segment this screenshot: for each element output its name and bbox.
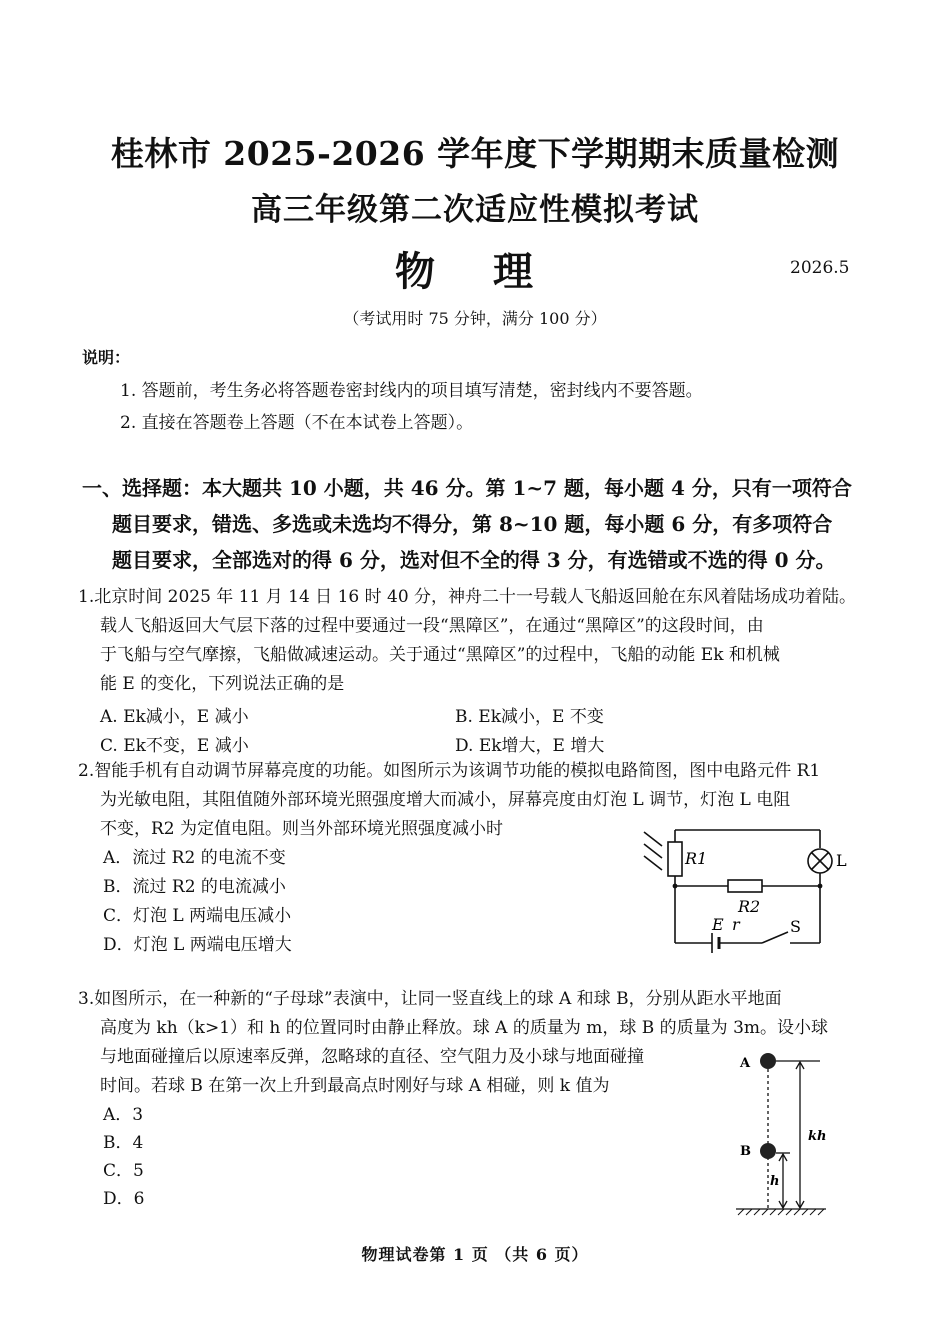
kh-label: kh	[808, 1129, 827, 1144]
section-line2: 题目要求，错选、多选或未选均不得分，第 8~10 题，每小题 6 分，有多项符合	[112, 512, 833, 536]
q3-option-b: B．4	[103, 1133, 144, 1153]
q1-option-c: C. Ek不变，E 减小	[100, 736, 249, 756]
q2-option-a: A．流过 R2 的电流不变	[103, 848, 286, 868]
note-item: 1. 答题前，考生务必将答题卷密封线内的项目填写清楚，密封线内不要答题。	[120, 381, 703, 401]
exam-duration: （考试用时 75 分钟，满分 100 分）	[343, 309, 607, 328]
q1-line4: 能 E 的变化，下列说法正确的是	[100, 674, 345, 694]
exam-date: 2026.5	[790, 258, 850, 278]
q3-line2: 高度为 kh（k>1）和 h 的位置同时由静止释放。球 A 的质量为 m，球 B 的质量为 3m。设小球	[100, 1018, 829, 1038]
q1-option-a: A. Ek减小，E 减小	[100, 707, 249, 727]
ball-b	[760, 1143, 776, 1159]
h-label: h	[770, 1174, 780, 1189]
q2-line2: 为光敏电阻，其阻值随外部环境光照强度增大而减小，屏幕亮度由灯泡 L 调节，灯泡 L 电阻	[100, 790, 791, 810]
subject-title: 物 理	[395, 248, 555, 295]
r2-resistor	[728, 880, 762, 892]
question-1	[78, 583, 886, 699]
q3-option-d: D．6	[103, 1189, 145, 1209]
ball-a-label: A	[740, 1056, 751, 1071]
q1-option-d: D. Ek增大，E 增大	[455, 736, 605, 756]
notes-heading: 说明：	[82, 348, 131, 367]
q1-line3: 于飞船与空气摩擦，飞船做减速运动。关于通过“黑障区”的过程中，飞船的动能 Ek 和机械	[100, 645, 780, 665]
q3-option-a: A．3	[103, 1105, 144, 1125]
internal-r-label: r	[732, 915, 740, 934]
ball-a	[760, 1053, 776, 1069]
q1-option-b: B. Ek减小，E 不变	[455, 707, 604, 727]
q1-line2: 载人飞船返回大气层下落的过程中要通过一段“黑障区”，在通过“黑障区”的这段时间，由	[100, 616, 764, 636]
exam-title-line1: 桂林市 2025-2026 学年度下学期期末质量检测	[110, 134, 840, 173]
circuit-diagram	[640, 818, 870, 958]
ball-b-label: B	[740, 1144, 751, 1159]
q1-line1: 1.北京时间 2025 年 11 月 14 日 16 时 40 分，神舟二十一号载人飞船返回舱在东风着陆场成功着陆。	[78, 587, 857, 607]
q2-option-c: C．灯泡 L 两端电压减小	[103, 906, 292, 926]
exam-title-line2: 高三年级第二次适应性模拟考试	[251, 192, 699, 228]
section-line3: 题目要求，全部选对的得 6 分，选对但不全的得 3 分，有选错或不选的得 0 分。	[112, 548, 836, 572]
note-item: 2. 直接在答题卷上答题（不在本试卷上答题）。	[120, 413, 474, 433]
falling-balls-diagram	[728, 1045, 838, 1225]
q3-line4: 时间。若球 B 在第一次上升到最高点时刚好与球 A 相碰，则 k 值为	[100, 1076, 610, 1096]
emf-label: E	[712, 915, 724, 934]
q3-line3: 与地面碰撞后以原速率反弹，忽略球的直径、空气阻力及小球与地面碰撞	[100, 1047, 644, 1067]
q3-line1: 3.如图所示，在一种新的“子母球”表演中，让同一竖直线上的球 A 和球 B，分别从距水平地面	[78, 989, 782, 1009]
r1-label: R1	[685, 849, 708, 868]
switch-label: S	[790, 917, 801, 936]
q3-option-c: C．5	[103, 1161, 144, 1181]
page-footer: 物理试卷第 1 页 （共 6 页）	[361, 1245, 589, 1264]
q2-line3: 不变，R2 为定值电阻。则当外部环境光照强度减小时	[100, 819, 504, 839]
q2-option-d: D．灯泡 L 两端电压增大	[103, 935, 292, 955]
section-heading	[82, 470, 882, 578]
lamp-label: L	[836, 851, 847, 870]
section-line1: 一、选择题：本大题共 10 小题，共 46 分。第 1~7 题，每小题 4 分，只有一项符合	[82, 476, 852, 500]
q2-line1: 2.智能手机有自动调节屏幕亮度的功能。如图所示为该调节功能的模拟电路简图，图中电路元件 R1	[78, 761, 821, 781]
r2-label: R2	[738, 897, 761, 916]
q2-option-b: B．流过 R2 的电流减小	[103, 877, 286, 897]
r1-resistor	[668, 842, 682, 876]
